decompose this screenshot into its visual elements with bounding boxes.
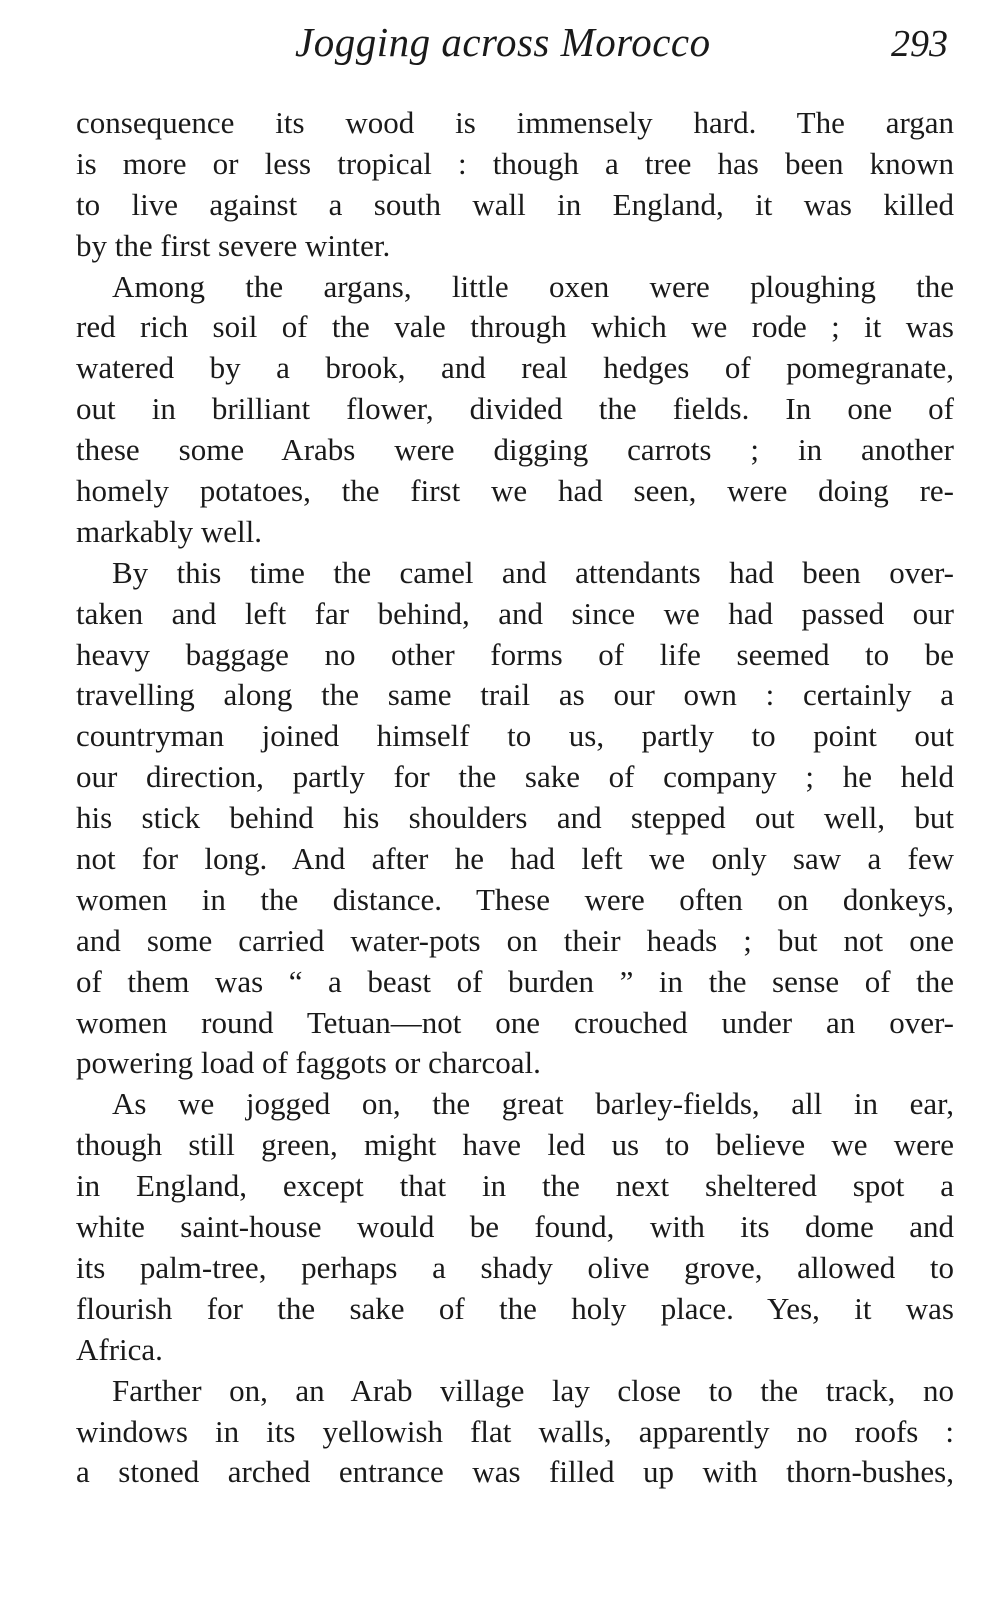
text-line: women in the distance. These were often on donkeys, — [76, 881, 954, 917]
paragraph — [76, 103, 954, 267]
text-line: consequence its wood is immensely hard. The argan — [76, 105, 954, 140]
paragraph — [76, 267, 954, 553]
text-line: is more or less tropical : though a tree has been known — [76, 145, 954, 181]
text-line: Africa. — [76, 1331, 163, 1367]
text-line: by the first severe winter. — [76, 227, 391, 263]
text-line: countryman joined himself to us, partly to point out — [76, 718, 954, 754]
text-line: to live against a south wall in England, it was killed — [76, 186, 954, 222]
text-line: these some Arabs were digging carrots ; in another — [76, 432, 954, 468]
page-number: 293 — [891, 23, 948, 65]
text-line: homely potatoes, the first we had seen, were doing re- — [76, 473, 954, 509]
running-title: Jogging across Morocco — [295, 19, 711, 65]
paragraph — [76, 553, 954, 1085]
text-line: By this time the camel and attendants had been over- — [112, 554, 954, 590]
text-line: markably well. — [76, 513, 262, 549]
text-line: travelling along the same trail as our own : certainly a — [76, 677, 954, 713]
text-line: Among the argans, little oxen were ploughing the — [112, 268, 954, 304]
text-line: women round Tetuan—not one crouched under an over- — [76, 1004, 954, 1040]
text-line: our direction, partly for the sake of company ; he held — [76, 759, 954, 795]
body-text — [76, 103, 954, 1493]
text-line: powering load of faggots or charcoal. — [76, 1045, 541, 1081]
text-line: his stick behind his shoulders and stepped out well, but — [76, 800, 954, 836]
text-line: in England, except that in the next sheltered spot a — [76, 1168, 954, 1204]
text-line: Farther on, an Arab village lay close to the track, no — [112, 1372, 954, 1408]
text-line: though still green, might have led us to believe we were — [76, 1127, 954, 1163]
text-line: As we jogged on, the great barley-fields, all in ear, — [112, 1086, 954, 1122]
running-head — [0, 18, 1000, 88]
text-line: not for long. And after he had left we only saw a few — [76, 841, 954, 877]
text-line: heavy baggage no other forms of life seemed to be — [76, 636, 954, 672]
text-line: white saint-house would be found, with its dome and — [76, 1209, 954, 1245]
text-line: its palm-tree, perhaps a shady olive grove, allowed to — [76, 1249, 954, 1285]
text-line: a stoned arched entrance was filled up with thorn-bushes, — [76, 1454, 954, 1490]
text-line: of them was “ a beast of burden ” in the sense of the — [76, 963, 954, 999]
text-line: taken and left far behind, and since we had passed our — [76, 595, 954, 631]
text-line: windows in its yellowish flat walls, apparently no roofs : — [76, 1413, 954, 1449]
text-line: and some carried water-pots on their heads ; but not one — [76, 922, 954, 958]
text-line: watered by a brook, and real hedges of pomegranate, — [76, 350, 954, 386]
paragraph — [76, 1084, 954, 1370]
text-line: out in brilliant flower, divided the fields. In one of — [76, 391, 954, 427]
paragraph — [76, 1371, 954, 1494]
text-line: red rich soil of the vale through which we rode ; it was — [76, 309, 954, 345]
text-line: flourish for the sake of the holy place. Yes, it was — [76, 1290, 954, 1326]
